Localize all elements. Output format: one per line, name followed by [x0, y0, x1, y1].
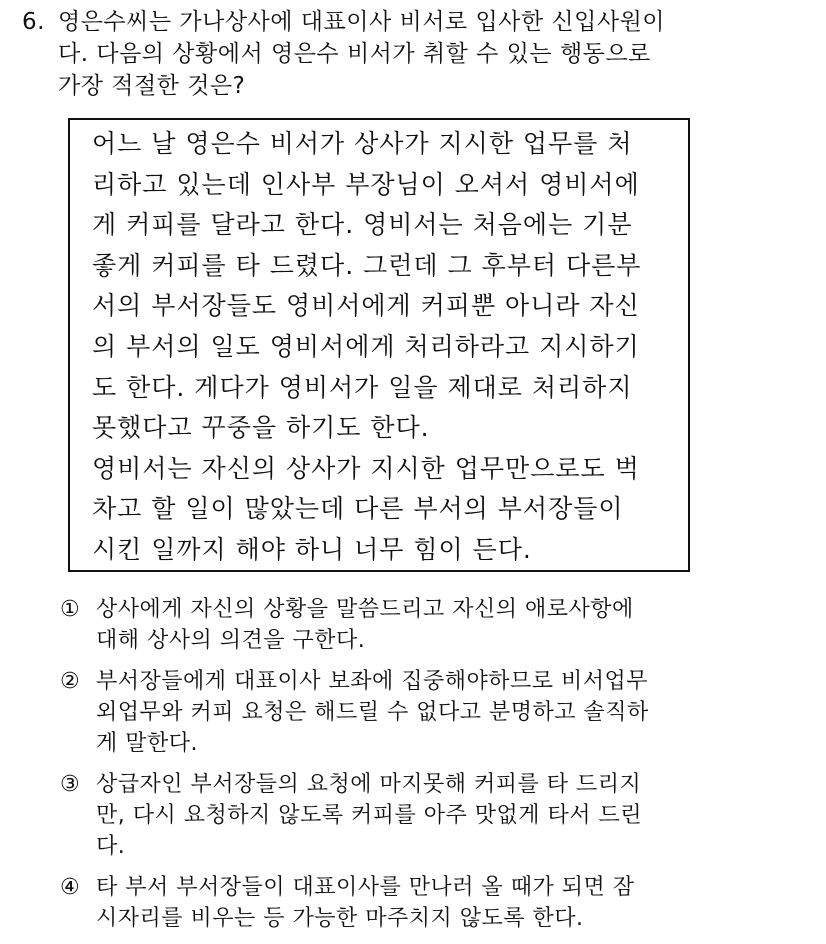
- choice-marker: ①: [60, 597, 81, 622]
- choice-2[interactable]: [60, 666, 820, 759]
- choice-marker: ③: [60, 772, 81, 797]
- choice-1[interactable]: [60, 594, 820, 656]
- passage-line: 리하고 있는데 인사부 부장님이 오셔서 영비서에: [92, 169, 640, 199]
- question-text: 영은수씨는 가나상사에 대표이사 비서로 입사한 신입사원이: [58, 9, 666, 35]
- choice-line: [60, 594, 820, 625]
- question-line: [22, 6, 812, 38]
- passage-line: 도 한다. 게다가 영비서가 일을 제대로 처리하지: [92, 372, 633, 402]
- choice-text: 상사에게 자신의 상황을 말씀드리고 자신의 애로사항에: [96, 597, 634, 622]
- choice-text: 상급자인 부서장들의 요청에 마지못해 커피를 타 드리지: [96, 772, 642, 797]
- choice-text: 타 부서 부서장들이 대표이사를 만나러 올 때가 되면 잠: [96, 875, 635, 900]
- passage-line: 못했다고 꾸중을 하기도 한다.: [92, 413, 430, 443]
- choice-line: [60, 872, 820, 903]
- choice-line: 만, 다시 요청하지 않도록 커피를 아주 맛없게 타서 드린: [96, 803, 642, 828]
- choice-3[interactable]: [60, 769, 820, 862]
- choice-line: 게 말한다.: [96, 731, 198, 756]
- question-line: 가장 적절한 것은?: [58, 73, 246, 99]
- choice-line: [60, 769, 820, 800]
- passage-line: 좋게 커피를 타 드렸다. 그런데 그 후부터 다른부: [92, 250, 642, 280]
- passage-line: 서의 부서장들도 영비서에게 커피뿐 아니라 자신: [92, 291, 640, 321]
- choice-line: [60, 666, 820, 697]
- passage-box: [68, 118, 690, 572]
- choice-line: 시자리를 비우는 등 가능한 마주치지 않도록 한다.: [96, 906, 584, 931]
- passage-line: 차고 할 일이 많았는데 다른 부서의 부서장들이: [92, 494, 624, 524]
- choice-text: 부서장들에게 대표이사 보좌에 집중해야하므로 비서업무: [96, 669, 649, 694]
- passage-line: 영비서는 자신의 상사가 지시한 업무만으로도 벅: [92, 453, 640, 483]
- choice-marker: ④: [60, 875, 81, 900]
- choice-marker: ②: [60, 669, 81, 694]
- passage-line: 어느 날 영은수 비서가 상사가 지시한 업무를 처: [92, 129, 633, 158]
- question-line: 다. 다음의 상황에서 영은수 비서가 취할 수 있는 행동으로: [58, 41, 651, 67]
- passage-line: 의 부서의 일도 영비서에게 처리하라고 지시하기: [92, 331, 640, 361]
- question-number: 6.: [22, 9, 45, 35]
- choice-line: 외업무와 커피 요청은 해드릴 수 없다고 분명하고 솔직하: [96, 700, 649, 725]
- passage-line: 시킨 일까지 해야 하니 너무 힘이 든다.: [92, 534, 532, 564]
- choice-line: 대해 상사의 의견을 구한다.: [96, 628, 366, 653]
- question-stem: [22, 6, 812, 102]
- answer-choices: [60, 594, 820, 944]
- choice-line: 다.: [96, 834, 126, 859]
- passage-line: 게 커피를 달라고 한다. 영비서는 처음에는 기분: [92, 210, 633, 240]
- choice-4[interactable]: [60, 872, 820, 934]
